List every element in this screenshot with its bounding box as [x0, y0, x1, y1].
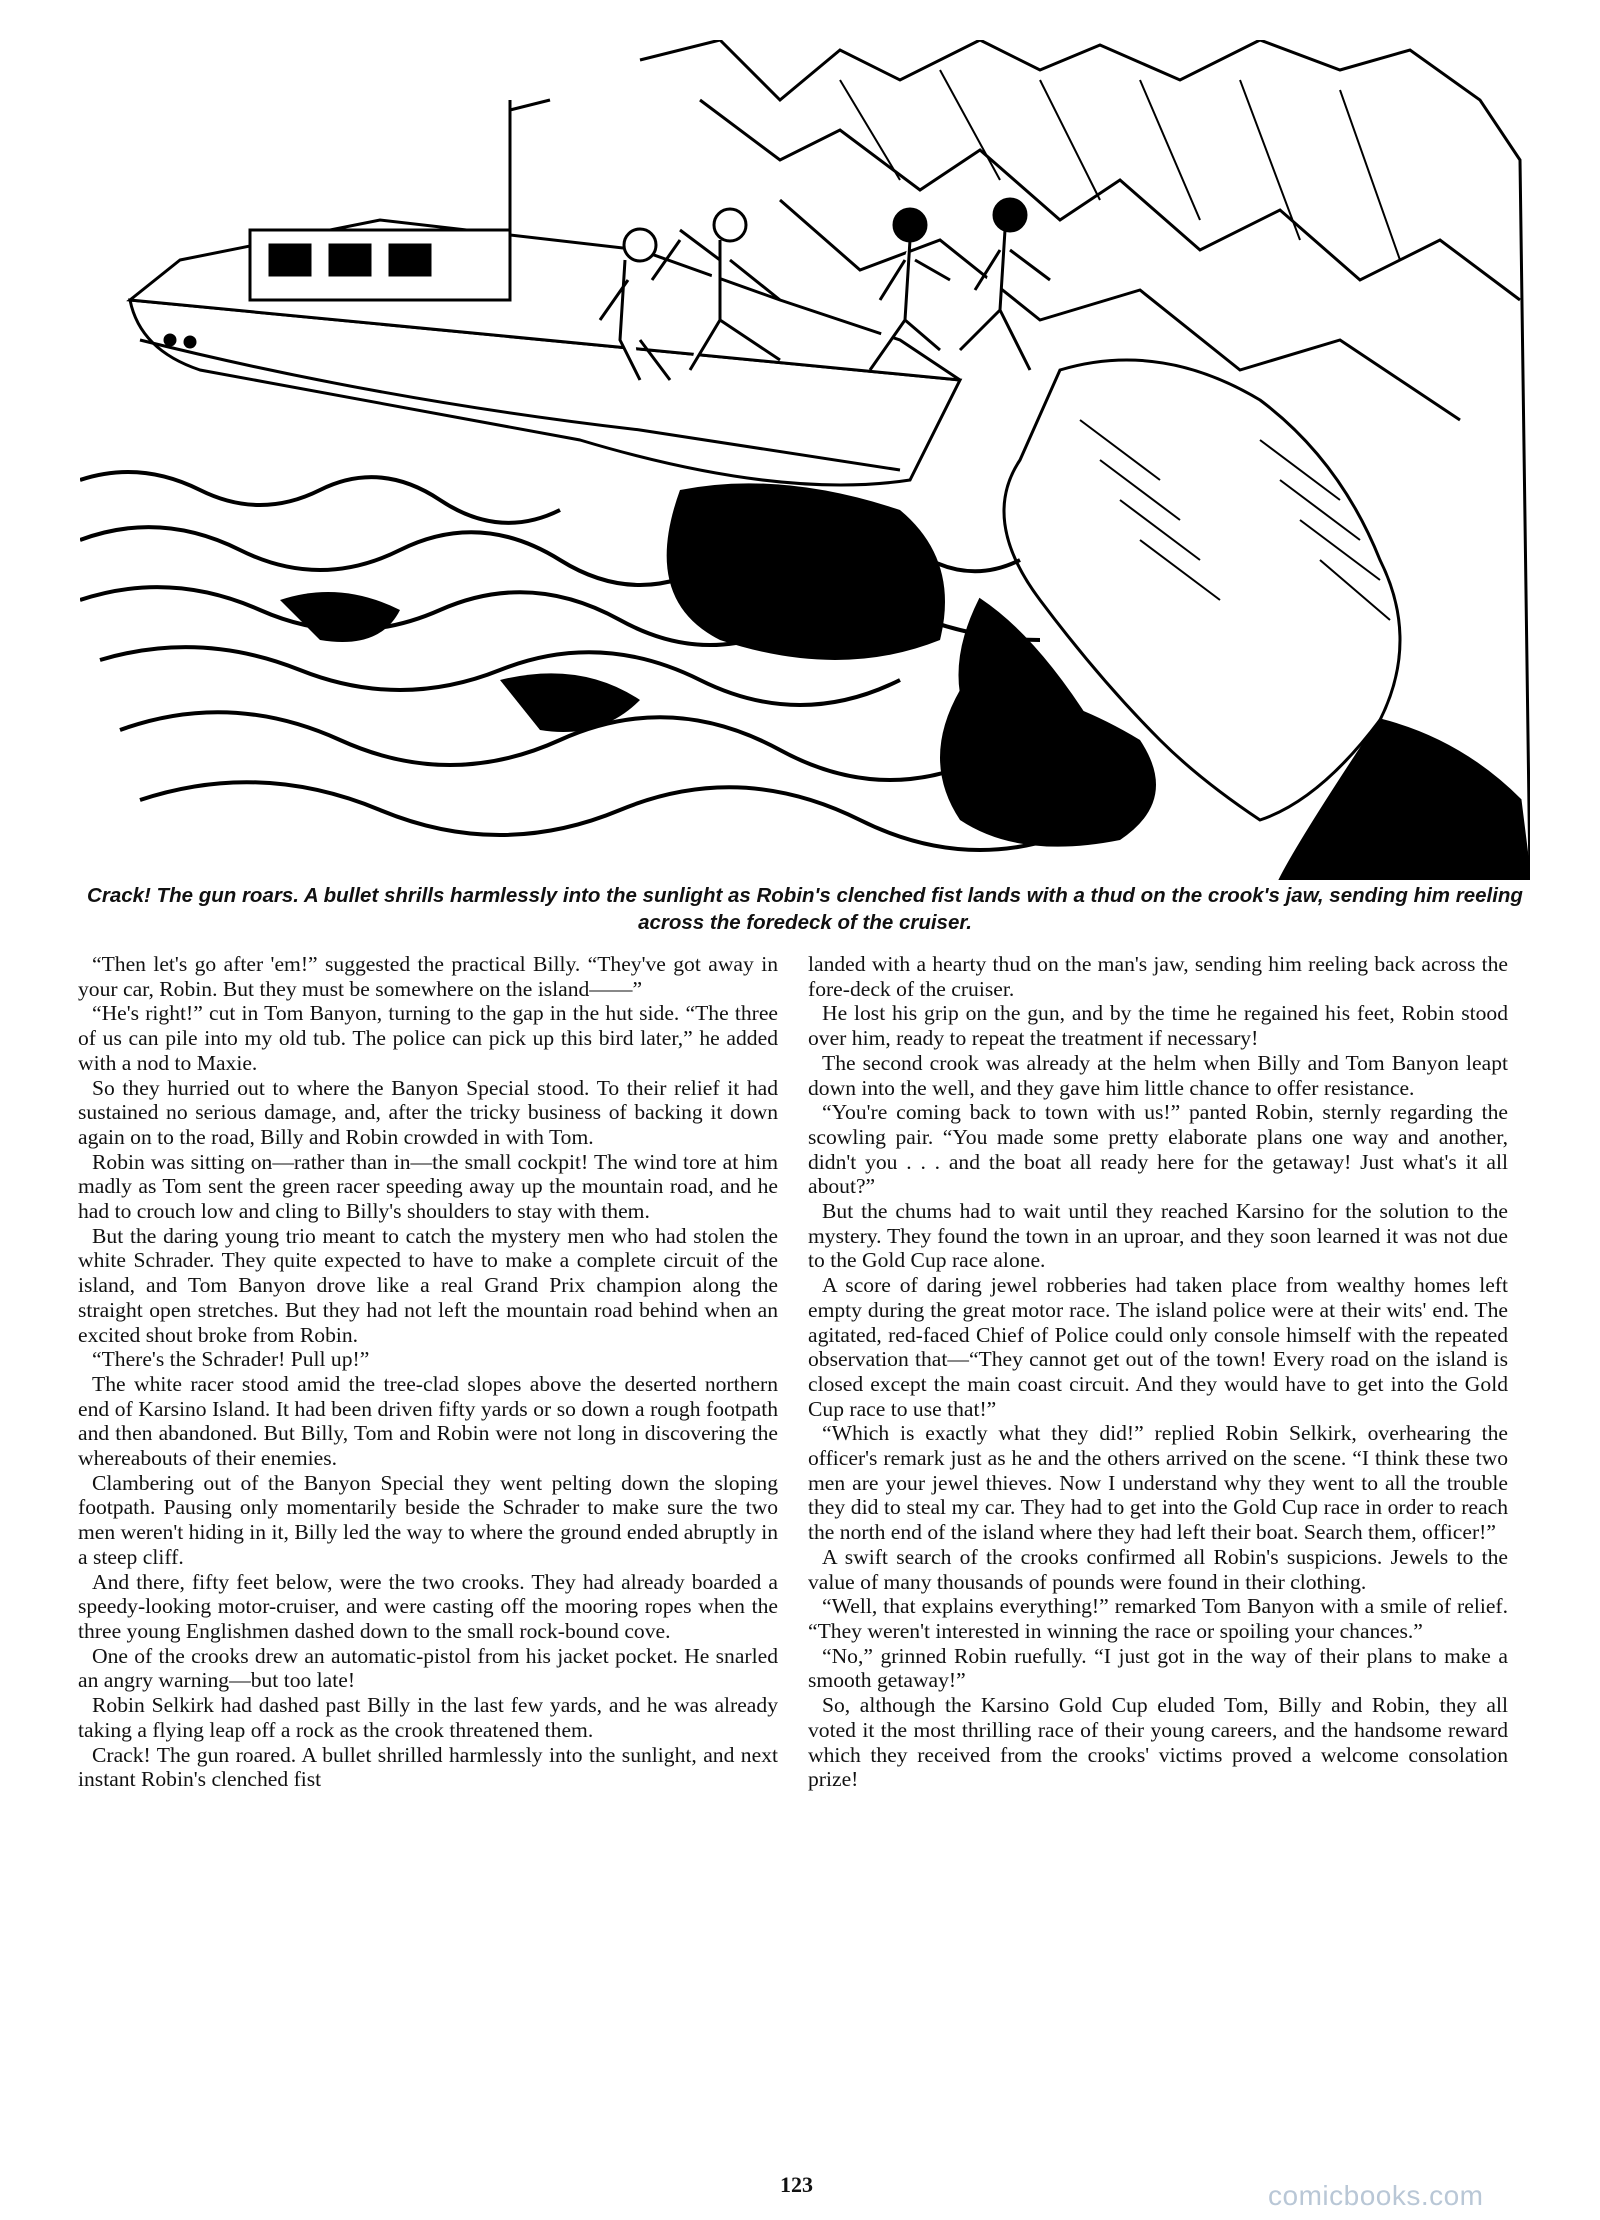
paragraph: “You're coming back to town with us!” panted Robin, sternly regarding the scowling pair. “You made some pretty elaborate plans one way and another, didn't you . . . and the boat all ready here for the getaway! Just what's it all about?”: [808, 1100, 1508, 1199]
paragraph: landed with a hearty thud on the man's jaw, sending him reeling back across the fore-deck of the cruiser.: [808, 952, 1508, 1001]
page-number: 123: [780, 2172, 813, 2197]
paragraph: “Which is exactly what they did!” replied Robin Selkirk, overhearing the officer's remark just as he and the others arrived on the scene. “I think these two men are your jewel thieves. Now I understand why they went to all the trouble they did to steal my car. They had to get into the Gold Cup race in order to reach the north end of the island where they had left their boat. Search them, officer!”: [808, 1421, 1508, 1545]
paragraph: But the daring young trio meant to catch the mystery men who had stolen the white Schrader. They quite expected to have to make a complete circuit of the island, and Tom Banyon drove like a real Grand Prix champion along the straight open stretches. But they had not left the mountain road behind when an excited shout broke from Robin.: [78, 1223, 778, 1347]
text-column-right: [808, 952, 1508, 1792]
paragraph: “No,” grinned Robin ruefully. “I just got in the way of their plans to make a smooth getaway!”: [808, 1643, 1508, 1693]
paragraph: “Then let's go after 'em!” suggested the practical Billy. “They've got away in your car, Robin. But they must be somewhere on the island——”: [78, 952, 778, 1001]
motor-cruiser: [130, 100, 960, 485]
paragraph: He lost his grip on the gun, and by the time he regained his feet, Robin stood over him, ready to repeat the treatment if necessary!: [808, 1001, 1508, 1051]
text-column-left: [78, 952, 778, 1792]
paragraph: The white racer stood amid the tree-clad slopes above the deserted northern end of Karsino Island. It had been driven fifty yards or so down a rough footpath and then abandoned. But Billy, Tom and Robin were not long in discovering the whereabouts of their enemies.: [78, 1371, 778, 1471]
paragraph: Crack! The gun roared. A bullet shrilled harmlessly into the sunlight, and next instant Robin's clenched fist: [78, 1742, 778, 1792]
paragraph: A swift search of the crooks confirmed all Robin's suspicions. Jewels to the value of many thousands of pounds were found in their clothing.: [808, 1544, 1508, 1594]
paragraph: So, although the Karsino Gold Cup eluded Tom, Billy and Robin, they all voted it the most thrilling race of their young careers, and the handsome reward which they received from the crooks' victims proved a welcome consolation prize!: [808, 1693, 1508, 1792]
paragraph: One of the crooks drew an automatic-pistol from his jacket pocket. He snarled an angry warning—but too late!: [78, 1643, 778, 1693]
paragraph: Robin was sitting on—rather than in—the small cockpit! The wind tore at him madly as Tom sent the green racer speeding away up the mountain road, and he had to crouch low and cling to Billy's shoulders to stay with them.: [78, 1149, 778, 1224]
paragraph: So they hurried out to where the Banyon Special stood. To their relief it had sustained no serious damage, and, after the tricky business of backing it down again on to the road, Billy and Robin crowded in with Tom.: [78, 1075, 778, 1149]
paragraph: A score of daring jewel robberies had taken place from wealthy homes left empty during the great motor race. The island police were at their wits' end. The agitated, red-faced Chief of Police could only console himself with the repeated observation that—“They cannot get out of the town! Every road on the island is closed except the main coast circuit. And they would have to get into the Gold Cup race to use that!”: [808, 1273, 1508, 1421]
story-illustration: [80, 40, 1530, 880]
paragraph: But the chums had to wait until they reached Karsino for the solution to the mystery. They found the town in an uproar, and they soon learned it was not due to the Gold Cup race alone.: [808, 1199, 1508, 1273]
paragraph: Robin Selkirk had dashed past Billy in the last few yards, and he was already taking a flying leap off a rock as the crook threatened them.: [78, 1693, 778, 1742]
paragraph: “He's right!” cut in Tom Banyon, turning to the gap in the hut side. “The three of us can pile into my old tub. The police can pick up this bird later,” he added with a nod to Maxie.: [78, 1001, 778, 1075]
watermark: comicbooks.com: [1268, 2180, 1484, 2211]
paragraph: The second crook was already at the helm when Billy and Tom Banyon leapt down into the well, and they gave him little chance to offer resistance.: [808, 1050, 1508, 1100]
paragraph: Clambering out of the Banyon Special they went pelting down the sloping footpath. Pausing only momentarily beside the Schrader to make sure the two men weren't hiding in it, Billy led the way to where the ground ended abruptly in a steep cliff.: [78, 1470, 778, 1569]
illustration-caption: Crack! The gun roars. A bullet shrills harmlessly into the sunlight as Robin's clenched fist lands with a thud on the crook's jaw, sending him reeling across the foredeck of the cruiser.: [87, 884, 1523, 934]
paragraph: And there, fifty feet below, were the two crooks. They had already boarded a speedy-looking motor-cruiser, and were casting off the mooring ropes when the three young Englishmen dashed down to the small rock-bound cove.: [78, 1569, 778, 1643]
paragraph: “There's the Schrader! Pull up!”: [92, 1347, 370, 1372]
paragraph: “Well, that explains everything!” remarked Tom Banyon with a smile of relief. “They weren't interested in winning the race or spoiling your chances.”: [808, 1594, 1508, 1643]
